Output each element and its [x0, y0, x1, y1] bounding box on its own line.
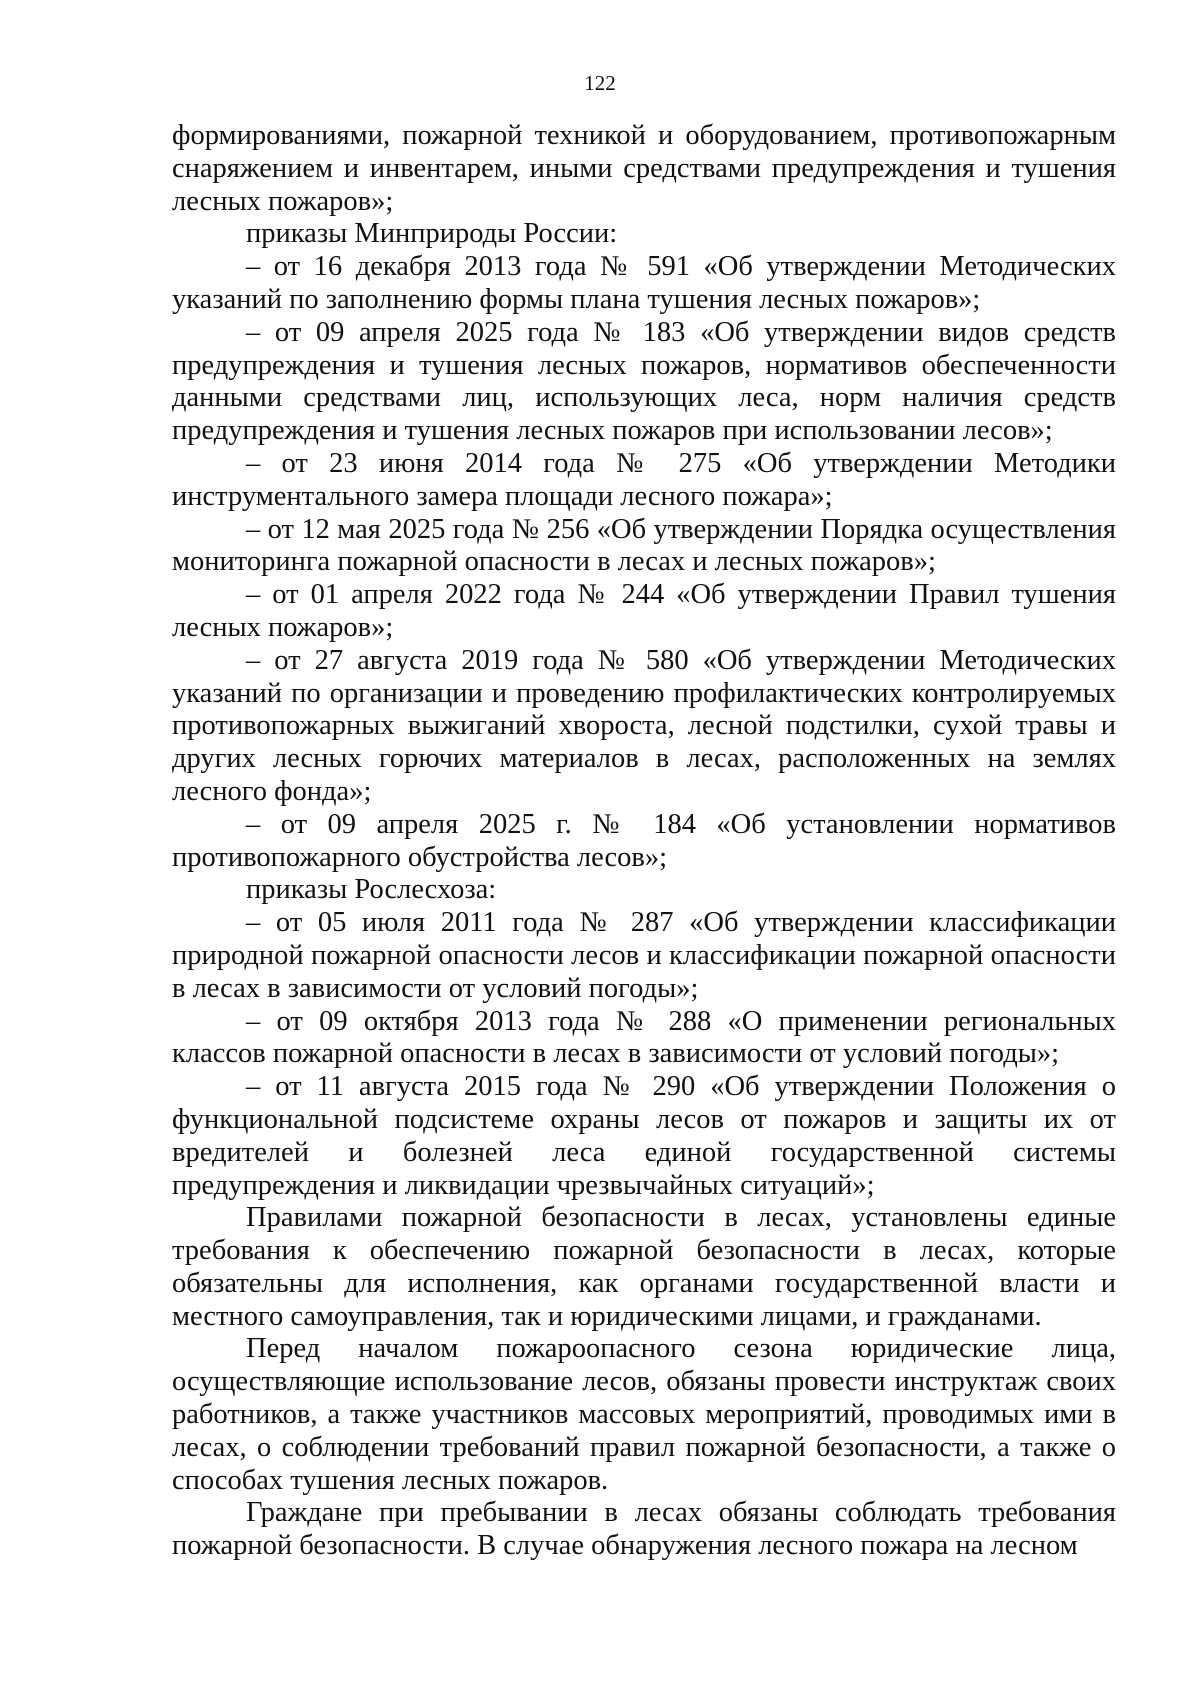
list-item-order-184: – от 09 апреля 2025 г. № 184 «Об установлении нормативов противопожарного обустройства лесов»; — [172, 808, 1116, 873]
paragraph-fire-safety-rules: Правилами пожарной безопасности в лесах, установлены единые требования к обеспечению пожарной безопасности в лесах, которые обязательны для исполнения, как органами государственной власти и местного самоуправления, так и юридическими лицами, и гражданами. — [172, 1202, 1116, 1332]
list-item-order-275: – от 23 июня 2014 года № 275 «Об утверждении Методики инструментального замера площади лесного пожара»; — [172, 447, 1116, 512]
list-item-order-591: – от 16 декабря 2013 года № 591 «Об утверждении Методических указаний по заполнению формы плана тушения лесных пожаров»; — [172, 251, 1116, 315]
paragraph-minprirody-heading: приказы Минприроды России: — [246, 218, 618, 250]
paragraph-briefing: Перед началом пожароопасного сезона юридические лица, осуществляющие использование лесов, обязаны провести инструктаж своих работников, а также участников массовых мероприятий, проводимых ими в лесах, о соблюдении требований правил пожарной безопасности, а также о способах тушения лесных пожаров. — [172, 1333, 1116, 1496]
list-item-order-290: – от 11 августа 2015 года № 290 «Об утверждении Положения о функциональной подсистеме охраны лесов от пожаров и защиты их от вредителей и болезней леса единой государственной системы предупреждения и ликвидации чрезвычайных ситуаций»; — [172, 1071, 1116, 1201]
list-item-order-183: – от 09 апреля 2025 года № 183 «Об утверждении видов средств предупреждения и тушения лесных пожаров, нормативов обеспеченности данными средствами лиц, использующих леса, норм наличия средств предупреждения и тушения лесных пожаров при использовании лесов»; — [172, 316, 1116, 447]
list-item-order-287: – от 05 июля 2011 года № 287 «Об утверждении классификации природной пожарной опасности лесов и классификации пожарной опасности в лесах в зависимости от условий погоды»; — [172, 907, 1116, 1004]
page-number: 122 — [584, 71, 616, 95]
paragraph-rosleshoz-heading: приказы Рослесхоза: — [246, 874, 497, 906]
list-item-order-288: – от 09 октября 2013 года № 288 «О применении региональных классов пожарной опасности в лесах в зависимости от условий погоды»; — [172, 1005, 1116, 1070]
paragraph-continuation: формированиями, пожарной техникой и оборудованием, противопожарным снаряжением и инвентарем, иными средствами предупреждения и тушения лесных пожаров»; — [172, 120, 1116, 217]
document-body — [172, 120, 1116, 1563]
list-item-order-244: – от 01 апреля 2022 года № 244 «Об утверждении Правил тушения лесных пожаров»; — [172, 579, 1116, 643]
paragraph-citizens: Граждане при пребывании в лесах обязаны соблюдать требования пожарной безопасности. В случае обнаружения лесного пожара на лесном — [172, 1497, 1116, 1562]
list-item-order-580: – от 27 августа 2019 года № 580 «Об утверждении Методических указаний по организации и проведению профилактических контролируемых противопожарных выжиганий хвороста, лесной подстилки, сухой травы и других лесных горючих материалов в лесах, расположенных на землях лесного фонда»; — [172, 644, 1116, 807]
list-item-order-256: – от 12 мая 2025 года № 256 «Об утверждении Порядка осуществления мониторинга пожарной опасности в лесах и лесных пожаров»; — [172, 513, 1116, 578]
